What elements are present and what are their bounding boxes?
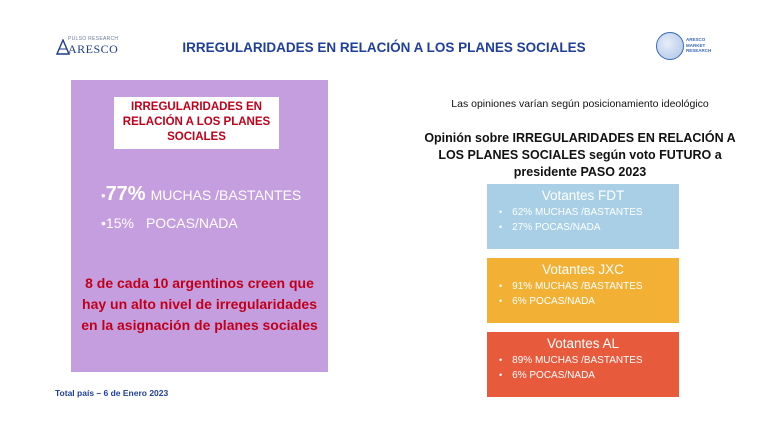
stat-muchas-label: MUCHAS /BASTANTES — [150, 187, 302, 203]
stat-pocas-nada — [101, 215, 238, 231]
voters-al-title: Votantes AL — [546, 336, 620, 351]
stat-pocas-pct: 15% — [105, 215, 134, 231]
bullet: • — [101, 188, 106, 203]
voters-fdt-row-muchas: • 62% MUCHAS /BASTANTES — [499, 207, 643, 218]
voters-jxc-box — [487, 258, 679, 323]
voters-al-row-pocas: • 6% POCAS/NADA — [499, 370, 595, 381]
breakdown-heading: Opinión sobre IRREGULARIDADES EN RELACIÓN A LOS PLANES SOCIALES según voto FUTURO a presidente PASO 2023 — [424, 131, 736, 179]
conclusion-text: 8 de cada 10 argentinos creen que hay un alto nivel de irregularidades en la asignación de planes sociales — [81, 275, 318, 333]
voters-fdt-title: Votantes FDT — [541, 188, 625, 203]
summary-box-title: IRREGULARIDADES EN RELACIÓN A LOS PLANES SOCIALES — [114, 97, 279, 149]
summary-panel — [71, 80, 328, 372]
logo-left-brand: ARESCO — [68, 42, 119, 56]
voters-jxc-row-pocas: • 6% POCAS/NADA — [499, 296, 595, 307]
stat-pocas-label: POCAS/NADA — [145, 215, 238, 231]
voters-fdt-row-pocas: • 27% POCAS/NADA — [499, 222, 601, 233]
voters-jxc-title: Votantes JXC — [542, 262, 624, 277]
globe-icon — [656, 32, 684, 60]
logo-left-small-text: PULSO RESEARCH — [68, 36, 119, 42]
logo-right-text: ARESCO MARKET RESEARCH — [686, 37, 712, 53]
voters-jxc-row-muchas: • 91% MUCHAS /BASTANTES — [499, 281, 643, 292]
voters-fdt-box — [487, 184, 679, 249]
bullet: • — [101, 215, 106, 231]
subtitle: Las opiniones varían según posicionamiento ideológico — [451, 98, 709, 110]
voters-al-row-muchas: • 89% MUCHAS /BASTANTES — [499, 355, 643, 366]
source-footnote: Total país – 6 de Enero 2023 — [55, 388, 169, 398]
stat-muchas-bastantes — [101, 183, 301, 206]
voters-al-box — [487, 332, 679, 397]
stat-muchas-pct: 77% — [105, 183, 146, 205]
page-title: IRREGULARIDADES EN RELACIÓN A LOS PLANES SOCIALES — [182, 40, 586, 55]
aresco-research-logo — [656, 30, 714, 64]
